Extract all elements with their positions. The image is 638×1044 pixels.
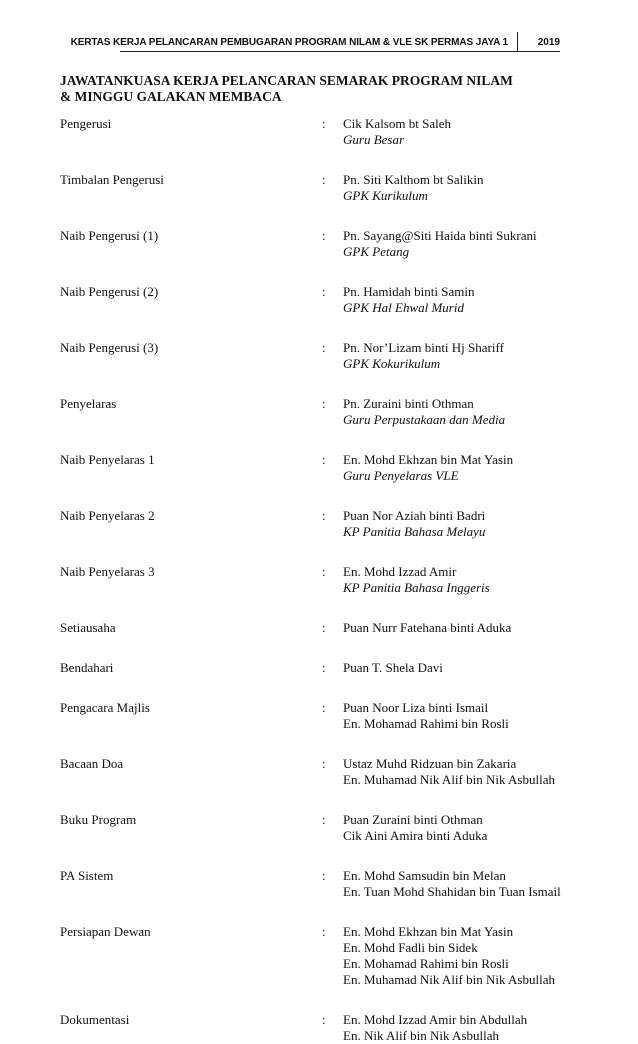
committee-row — [60, 564, 580, 596]
committee-row — [60, 756, 580, 788]
committee-role: Naib Penyelaras 1 — [60, 452, 155, 467]
member-name: Puan Nor Aziah binti Badri — [343, 508, 486, 523]
committee-members — [343, 756, 580, 788]
committee-members — [343, 564, 580, 596]
committee-row — [60, 660, 580, 676]
committee-members — [343, 700, 580, 732]
member-name: Puan Zuraini binti Othman — [343, 812, 483, 827]
member-name: En. Mohd Izzad Amir bin Abdullah — [343, 1012, 528, 1027]
committee-colon: : — [322, 700, 326, 715]
committee-colon: : — [322, 620, 326, 635]
committee-colon: : — [322, 1012, 326, 1027]
committee-colon: : — [322, 228, 326, 243]
section-title-line-2: & MINGGU GALAKAN MEMBACA — [60, 89, 282, 104]
committee-colon: : — [322, 812, 326, 827]
member-name: Pn. Zuraini binti Othman — [343, 396, 474, 411]
member-position: GPK Petang — [343, 244, 410, 259]
committee-row — [60, 228, 580, 260]
committee-members — [343, 868, 580, 900]
committee-colon: : — [322, 340, 326, 355]
committee-members — [343, 340, 580, 372]
committee-members — [343, 812, 580, 844]
member-position: GPK Kokurikulum — [343, 356, 441, 371]
member-name: En. Mohd Ekhzan bin Mat Yasin — [343, 452, 514, 467]
member-name: Puan T. Shela Davi — [343, 660, 443, 675]
committee-list — [60, 116, 580, 1044]
committee-row — [60, 620, 580, 636]
member-position: KP Panitia Bahasa Inggeris — [343, 580, 490, 595]
member-name: En. Mohamad Rahimi bin Rosli — [343, 716, 509, 731]
member-name: En. Muhamad Nik Alif bin Nik Asbullah — [343, 972, 555, 987]
committee-members — [343, 620, 580, 636]
member-name: Pn. Nor’Lizam binti Hj Shariff — [343, 340, 504, 355]
committee-role: Bacaan Doa — [60, 756, 124, 771]
committee-role: Naib Pengerusi (1) — [60, 228, 159, 243]
committee-role: Pengerusi — [60, 116, 112, 131]
committee-row — [60, 116, 580, 148]
committee-row — [60, 508, 580, 540]
committee-colon: : — [322, 284, 326, 299]
committee-row — [60, 284, 580, 316]
member-name: En. Mohamad Rahimi bin Rosli — [343, 956, 509, 971]
member-name: Puan Noor Liza binti Ismail — [343, 700, 489, 715]
committee-row — [60, 868, 580, 900]
member-position: Guru Penyelaras VLE — [343, 468, 459, 483]
committee-members — [343, 116, 580, 148]
committee-role: Dokumentasi — [60, 1012, 130, 1027]
committee-colon: : — [322, 564, 326, 579]
committee-members — [343, 660, 580, 676]
committee-members — [343, 1012, 580, 1044]
section-title-line-1: JAWATANKUASA KERJA PELANCARAN SEMARAK PROGRAM NILAM — [60, 73, 513, 88]
committee-row — [60, 924, 580, 988]
committee-colon: : — [322, 868, 326, 883]
committee-members — [343, 508, 580, 540]
member-name: Puan Nurr Fatehana binti Aduka — [343, 620, 512, 635]
member-position: Guru Perpustakaan dan Media — [343, 412, 506, 427]
member-name: Ustaz Muhd Ridzuan bin Zakaria — [343, 756, 517, 771]
committee-row — [60, 1012, 580, 1044]
committee-row — [60, 172, 580, 204]
committee-role: Naib Penyelaras 3 — [60, 564, 155, 579]
committee-colon: : — [322, 172, 326, 187]
member-name: En. Muhamad Nik Alif bin Nik Asbullah — [343, 772, 555, 787]
committee-row — [60, 340, 580, 372]
committee-colon: : — [322, 452, 326, 467]
member-name: Cik Aini Amira binti Aduka — [343, 828, 488, 843]
member-name: En. Tuan Mohd Shahidan bin Tuan Ismail — [343, 884, 561, 899]
committee-members — [343, 228, 580, 260]
committee-role: Penyelaras — [60, 396, 117, 411]
member-position: KP Panitia Bahasa Melayu — [343, 524, 486, 539]
member-name: Pn. Siti Kalthom bt Salikin — [343, 172, 484, 187]
header-rule — [120, 51, 560, 52]
member-name: Cik Kalsom bt Saleh — [343, 116, 451, 131]
committee-role: Naib Pengerusi (3) — [60, 340, 159, 355]
header-title: KERTAS KERJA PELANCARAN PEMBUGARAN PROGRAM NILAM & VLE SK PERMAS JAYA 1 — [70, 37, 508, 48]
committee-members — [343, 396, 580, 428]
member-name: En. Mohd Izzad Amir — [343, 564, 457, 579]
committee-role: Timbalan Pengerusi — [60, 172, 164, 187]
committee-members — [343, 172, 580, 204]
member-name: Pn. Hamidah binti Samin — [343, 284, 475, 299]
committee-row — [60, 812, 580, 844]
member-name: En. Mohd Samsudin bin Melan — [343, 868, 506, 883]
committee-colon: : — [322, 396, 326, 411]
member-name: En. Mohd Fadli bin Sidek — [343, 940, 478, 955]
committee-role: Naib Penyelaras 2 — [60, 508, 155, 523]
committee-row — [60, 700, 580, 732]
committee-colon: : — [322, 116, 326, 131]
committee-role: Buku Program — [60, 812, 137, 827]
page-header — [70, 32, 560, 52]
committee-row — [60, 396, 580, 428]
committee-colon: : — [322, 660, 326, 675]
committee-role: Setiausaha — [60, 620, 116, 635]
header-year: 2019 — [537, 37, 560, 48]
section-title — [60, 73, 513, 105]
committee-role: Persiapan Dewan — [60, 924, 151, 939]
committee-colon: : — [322, 508, 326, 523]
committee-role: PA Sistem — [60, 868, 114, 883]
header-separator — [517, 32, 518, 52]
committee-members — [343, 284, 580, 316]
committee-row — [60, 452, 580, 484]
member-position: GPK Hal Ehwal Murid — [343, 300, 464, 315]
committee-role: Naib Pengerusi (2) — [60, 284, 159, 299]
committee-role: Bendahari — [60, 660, 114, 675]
committee-role: Pengacara Majlis — [60, 700, 150, 715]
committee-colon: : — [322, 756, 326, 771]
committee-colon: : — [322, 924, 326, 939]
member-name: Pn. Sayang@Siti Haida binti Sukrani — [343, 228, 537, 243]
member-name: En. Nik Alif bin Nik Asbullah — [343, 1028, 499, 1043]
committee-members — [343, 452, 580, 484]
member-position: Guru Besar — [343, 132, 405, 147]
committee-members — [343, 924, 580, 988]
member-name: En. Mohd Ekhzan bin Mat Yasin — [343, 924, 514, 939]
member-position: GPK Kurikulum — [343, 188, 428, 203]
